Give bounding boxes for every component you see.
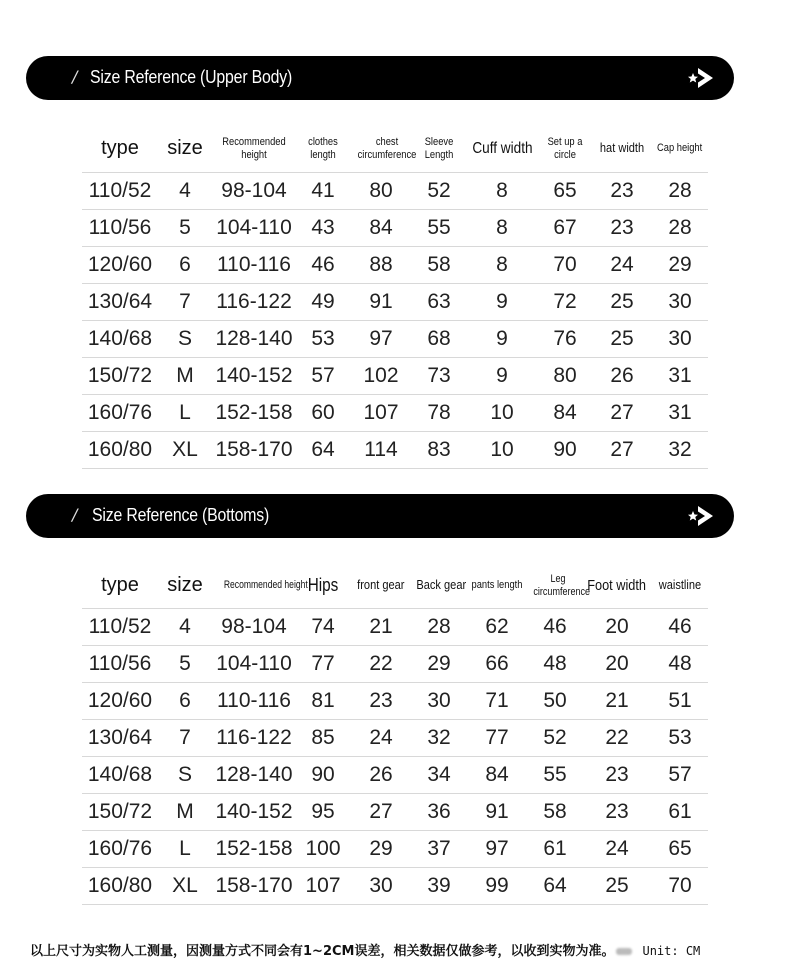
- table-cell: 28: [652, 172, 708, 209]
- header-text: chest circumference: [357, 136, 417, 161]
- table-cell: 7: [158, 719, 212, 756]
- table-cell: 150/72: [82, 357, 158, 394]
- table-cell: 5: [158, 209, 212, 246]
- table-cell: 6: [158, 246, 212, 283]
- col-header-recommended-height: [212, 126, 296, 172]
- table-cell: 70: [538, 246, 592, 283]
- table-cell: 53: [652, 719, 708, 756]
- table-cell: 150/72: [82, 793, 158, 830]
- table-cell: 110-116: [212, 246, 296, 283]
- col-header-back-gear: [412, 564, 466, 608]
- col-header-set-up-a-circle: [538, 126, 592, 172]
- table-cell: 107: [296, 867, 350, 904]
- table-cell: 37: [412, 830, 466, 867]
- table-cell: 158-170: [212, 867, 296, 904]
- table-cell: 4: [158, 172, 212, 209]
- header-text: Sleeve Length: [424, 136, 454, 161]
- table-cell: 31: [652, 357, 708, 394]
- banner-slash: /: [72, 67, 78, 86]
- table-cell: 41: [296, 172, 350, 209]
- table-cell: 98-104: [212, 172, 296, 209]
- table-cell: 130/64: [82, 283, 158, 320]
- table-cell: 49: [296, 283, 350, 320]
- measurement-footnote: [30, 940, 700, 959]
- table-cell: 88: [350, 246, 412, 283]
- col-header-size: size: [158, 564, 212, 608]
- col-header-type: type: [82, 126, 158, 172]
- table-cell: 152-158: [212, 830, 296, 867]
- footnote-text: 以上尺寸为实物人工测量，因测量方式不同会有1~2CM误差，相关数据仅做参考，以收到实物为准。: [30, 944, 615, 959]
- table-cell: 158-170: [212, 431, 296, 468]
- table-cell: 64: [296, 431, 350, 468]
- table-cell: 5: [158, 645, 212, 682]
- table-cell: 26: [350, 756, 412, 793]
- table-cell: 20: [582, 608, 652, 645]
- table-cell: 29: [412, 645, 466, 682]
- table-cell: 28: [412, 608, 466, 645]
- table-cell: 110/56: [82, 645, 158, 682]
- table-cell: 62: [466, 608, 528, 645]
- table-cell: 76: [538, 320, 592, 357]
- bottoms-banner: [26, 494, 734, 538]
- table-row: [82, 867, 708, 904]
- table-cell: 25: [592, 320, 652, 357]
- bottoms-size-table: [82, 564, 708, 905]
- watermark-blur: [616, 948, 632, 955]
- col-header-type: type: [82, 564, 158, 608]
- header-text: clothes length: [308, 136, 338, 161]
- col-header-size: size: [158, 126, 212, 172]
- table-cell: 80: [538, 357, 592, 394]
- table-cell: 52: [412, 172, 466, 209]
- table-cell: 61: [528, 830, 582, 867]
- table-cell: 23: [592, 209, 652, 246]
- table-cell: 152-158: [212, 394, 296, 431]
- table-row: [82, 793, 708, 830]
- table-cell: 85: [296, 719, 350, 756]
- table-row: [82, 756, 708, 793]
- table-cell: 52: [528, 719, 582, 756]
- header-text: Cuff width: [471, 139, 533, 157]
- col-header-front-gear: [350, 564, 412, 608]
- table-cell: 160/76: [82, 394, 158, 431]
- table-cell: 29: [652, 246, 708, 283]
- table-cell: 48: [528, 645, 582, 682]
- upper-body-title: Size Reference (Upper Body): [90, 67, 293, 87]
- table-cell: 81: [296, 682, 350, 719]
- table-cell: 21: [350, 608, 412, 645]
- table-cell: 60: [296, 394, 350, 431]
- table-cell: 24: [582, 830, 652, 867]
- table-cell: 84: [538, 394, 592, 431]
- table-cell: 84: [466, 756, 528, 793]
- table-cell: 55: [528, 756, 582, 793]
- table-row: [82, 431, 708, 468]
- table-row: [82, 830, 708, 867]
- header-text: Set up a circle: [547, 136, 583, 161]
- table-cell: 20: [582, 645, 652, 682]
- table-cell: 100: [296, 830, 350, 867]
- table-cell: 30: [652, 283, 708, 320]
- table-row: [82, 357, 708, 394]
- upper-body-rows: [82, 172, 708, 468]
- table-cell: 32: [412, 719, 466, 756]
- header-text: Foot width: [587, 577, 647, 595]
- table-cell: 21: [582, 682, 652, 719]
- table-cell: 160/80: [82, 431, 158, 468]
- header-text: Leg circumference: [533, 573, 591, 598]
- table-cell: 26: [592, 357, 652, 394]
- table-cell: XL: [158, 431, 212, 468]
- col-header-cuff-width: [466, 126, 538, 172]
- table-cell: 50: [528, 682, 582, 719]
- table-cell: 90: [538, 431, 592, 468]
- table-cell: 36: [412, 793, 466, 830]
- table-row: [82, 608, 708, 645]
- star-chevron-logo-icon: [686, 503, 716, 529]
- table-cell: 28: [652, 209, 708, 246]
- col-header-waistline: [652, 564, 708, 608]
- table-cell: 71: [466, 682, 528, 719]
- table-row: [82, 283, 708, 320]
- table-cell: 110/52: [82, 172, 158, 209]
- table-cell: 95: [296, 793, 350, 830]
- table-cell: 160/80: [82, 867, 158, 904]
- table-cell: 110/56: [82, 209, 158, 246]
- table-cell: 102: [350, 357, 412, 394]
- star-chevron-logo-icon: [686, 65, 716, 91]
- table-cell: 63: [412, 283, 466, 320]
- table-cell: S: [158, 320, 212, 357]
- table-cell: 66: [466, 645, 528, 682]
- table-cell: 83: [412, 431, 466, 468]
- table-cell: 68: [412, 320, 466, 357]
- table-cell: 34: [412, 756, 466, 793]
- table-cell: 97: [350, 320, 412, 357]
- table-cell: 46: [528, 608, 582, 645]
- table-cell: 23: [582, 793, 652, 830]
- table-cell: 6: [158, 682, 212, 719]
- table-cell: 46: [296, 246, 350, 283]
- header-text: Recommended height: [222, 136, 286, 161]
- table-cell: 110/52: [82, 608, 158, 645]
- table-cell: 128-140: [212, 320, 296, 357]
- table-cell: 97: [466, 830, 528, 867]
- table-cell: 91: [350, 283, 412, 320]
- table-cell: 140/68: [82, 756, 158, 793]
- table-cell: 53: [296, 320, 350, 357]
- table-cell: 9: [466, 283, 538, 320]
- table-cell: 104-110: [212, 645, 296, 682]
- table-cell: 30: [652, 320, 708, 357]
- table-row: [82, 209, 708, 246]
- table-cell: 90: [296, 756, 350, 793]
- table-row: [82, 246, 708, 283]
- table-cell: L: [158, 394, 212, 431]
- table-cell: 22: [350, 645, 412, 682]
- table-cell: 9: [466, 320, 538, 357]
- table-cell: 74: [296, 608, 350, 645]
- table-cell: 61: [652, 793, 708, 830]
- table-cell: 77: [466, 719, 528, 756]
- table-cell: 7: [158, 283, 212, 320]
- table-cell: 57: [652, 756, 708, 793]
- table-cell: 22: [582, 719, 652, 756]
- table-cell: 128-140: [212, 756, 296, 793]
- table-cell: 140/68: [82, 320, 158, 357]
- header-text: front gear: [357, 577, 405, 593]
- table-cell: 30: [412, 682, 466, 719]
- table-row: [82, 394, 708, 431]
- table-cell: 99: [466, 867, 528, 904]
- table-cell: 24: [350, 719, 412, 756]
- table-cell: 8: [466, 172, 538, 209]
- table-cell: 72: [538, 283, 592, 320]
- table-cell: 58: [412, 246, 466, 283]
- col-header-pants-length: [466, 564, 528, 608]
- table-cell: L: [158, 830, 212, 867]
- table-cell: 78: [412, 394, 466, 431]
- table-cell: 39: [412, 867, 466, 904]
- table-cell: 46: [652, 608, 708, 645]
- col-header-sleeve-length: [412, 126, 466, 172]
- upper-body-size-table: [82, 126, 708, 469]
- table-cell: 120/60: [82, 246, 158, 283]
- table-cell: 24: [592, 246, 652, 283]
- table-row: [82, 682, 708, 719]
- col-header-foot-width: [582, 564, 652, 608]
- table-cell: 70: [652, 867, 708, 904]
- col-header-recommended-height: [212, 564, 308, 608]
- table-cell: 23: [592, 172, 652, 209]
- table-cell: 140-152: [212, 793, 296, 830]
- table-cell: 25: [582, 867, 652, 904]
- col-header-leg-circumference: [528, 564, 591, 608]
- table-cell: 8: [466, 246, 538, 283]
- table-cell: 91: [466, 793, 528, 830]
- table-cell: M: [158, 357, 212, 394]
- table-cell: 29: [350, 830, 412, 867]
- banner-slash: /: [72, 505, 78, 524]
- table-cell: 48: [652, 645, 708, 682]
- table-cell: 25: [592, 283, 652, 320]
- table-row: [82, 320, 708, 357]
- table-cell: 30: [350, 867, 412, 904]
- table-cell: 10: [466, 394, 538, 431]
- col-header-clothes-length: [296, 126, 350, 172]
- table-cell: 55: [412, 209, 466, 246]
- bottoms-rows: [82, 608, 708, 904]
- table-cell: 65: [652, 830, 708, 867]
- table-cell: 116-122: [212, 719, 296, 756]
- header-text: pants length: [471, 579, 523, 592]
- table-cell: 10: [466, 431, 538, 468]
- table-cell: 58: [528, 793, 582, 830]
- header-text: Cap height: [657, 142, 703, 155]
- table-cell: M: [158, 793, 212, 830]
- table-cell: 23: [582, 756, 652, 793]
- col-header-hat-width: [592, 126, 652, 172]
- table-cell: XL: [158, 867, 212, 904]
- table-cell: 104-110: [212, 209, 296, 246]
- table-cell: 80: [350, 172, 412, 209]
- table-cell: 98-104: [212, 608, 296, 645]
- bottoms-title: Size Reference (Bottoms): [92, 505, 270, 525]
- table-cell: 8: [466, 209, 538, 246]
- table-cell: 107: [350, 394, 412, 431]
- table-cell: 140-152: [212, 357, 296, 394]
- table-cell: 67: [538, 209, 592, 246]
- header-text: Recommended height: [223, 579, 308, 592]
- table-cell: 43: [296, 209, 350, 246]
- col-header-cap-height: [652, 126, 708, 172]
- table-cell: 27: [592, 394, 652, 431]
- upper-body-banner: [26, 56, 734, 100]
- header-text: Hips: [307, 575, 339, 596]
- table-cell: S: [158, 756, 212, 793]
- table-cell: 4: [158, 608, 212, 645]
- table-cell: 9: [466, 357, 538, 394]
- table-cell: 160/76: [82, 830, 158, 867]
- col-header-chest-circumference: [350, 126, 417, 172]
- table-cell: 32: [652, 431, 708, 468]
- table-row: [82, 172, 708, 209]
- table-cell: 84: [350, 209, 412, 246]
- header-text: waistline: [658, 577, 702, 593]
- table-cell: 120/60: [82, 682, 158, 719]
- unit-label: Unit: CM: [642, 944, 701, 958]
- table-cell: 31: [652, 394, 708, 431]
- table-cell: 73: [412, 357, 466, 394]
- table-cell: 51: [652, 682, 708, 719]
- table-cell: 27: [350, 793, 412, 830]
- table-cell: 27: [592, 431, 652, 468]
- table-cell: 23: [350, 682, 412, 719]
- table-cell: 57: [296, 357, 350, 394]
- table-cell: 114: [350, 431, 412, 468]
- table-cell: 130/64: [82, 719, 158, 756]
- header-text: Back gear: [416, 577, 467, 593]
- table-cell: 110-116: [212, 682, 296, 719]
- table-cell: 77: [296, 645, 350, 682]
- table-cell: 116-122: [212, 283, 296, 320]
- table-row: [82, 719, 708, 756]
- table-cell: 64: [528, 867, 582, 904]
- header-text: hat width: [599, 140, 645, 156]
- table-cell: 65: [538, 172, 592, 209]
- table-row: [82, 645, 708, 682]
